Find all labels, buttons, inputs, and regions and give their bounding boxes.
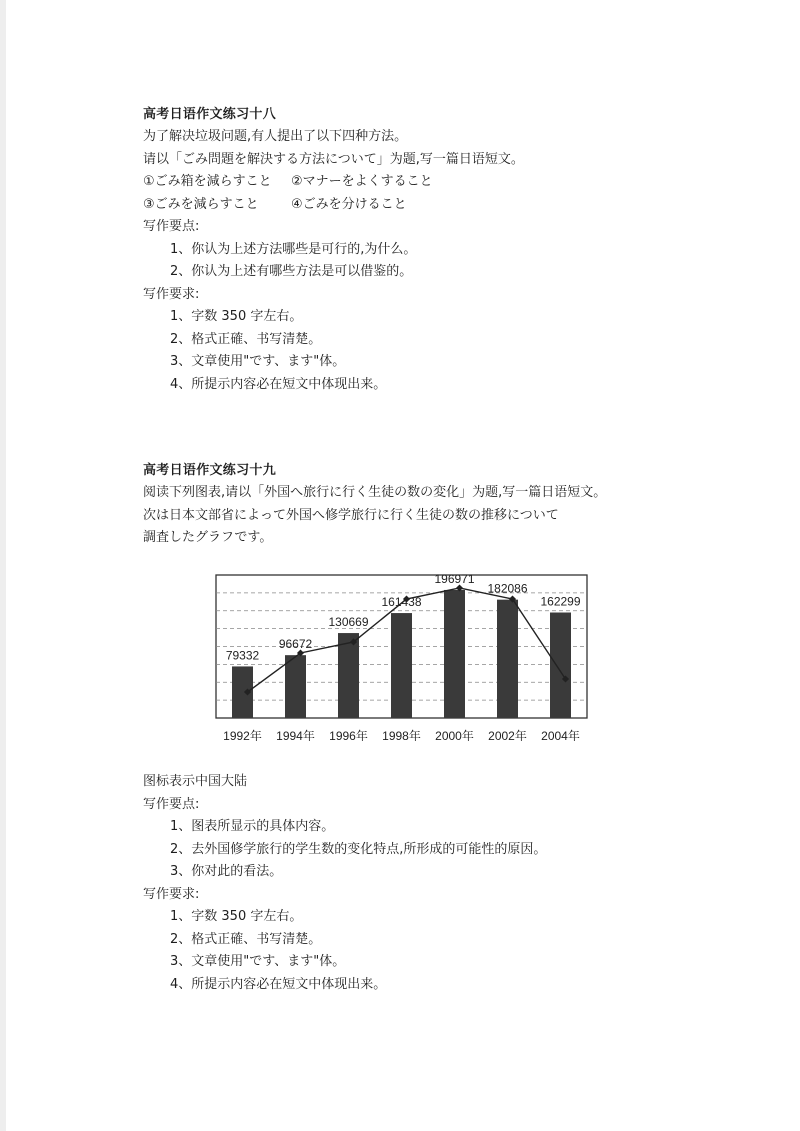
exercise-19-title: 高考日语作文练习十九 [143,463,277,478]
option-2: ②マナーをよくすること [291,174,433,189]
exercise-18-intro: 为了解决垃圾问题,有人提出了以下四种方法。 [143,129,408,144]
requirement-item: 1、字数 350 字左右。 [170,309,303,324]
exercise-19-prompt: 阅读下列图表,请以「外国へ旅行に行く生徒の数の変化」为题,写一篇日语短文。 [143,485,607,500]
options-row-2 [143,194,663,217]
bar [550,613,571,718]
options-row-1 [143,171,663,194]
exercise-18-prompt: 请以「ごみ問題を解決する方法について」为题,写一篇日语短文。 [143,151,524,167]
data-label: 182086 [487,581,528,596]
requirements-heading: 写作要求: [143,886,200,902]
point-item: 2、你认为上述有哪些方法是可以借鉴的。 [170,264,413,279]
requirement-item: 3、文章使用"です、ます"体。 [170,354,346,369]
data-label: 130669 [328,615,369,630]
points-heading: 写作要点: [143,219,200,234]
requirement-item: 2、格式正確、书写清楚。 [170,331,322,347]
exercise-19-tasks [143,771,663,996]
data-label: 161438 [381,595,422,610]
point-item: 3、你对此的看法。 [170,864,283,879]
bar [444,590,465,718]
chart-caption: 图标表示中国大陆 [143,774,248,789]
x-tick-label: 1994年 [276,729,315,741]
requirement-item: 4、所提示内容必在短文中体现出来。 [170,976,387,992]
requirement-item: 1、字数 350 字左右。 [170,909,303,924]
x-tick-label: 1992年 [223,729,262,741]
x-tick-label: 2002年 [488,729,527,741]
scan-edge-shadow [0,0,6,1131]
x-tick-label: 1998年 [382,729,421,741]
exercise-19-description: 次は日本文部省によって外国へ修学旅行に行く生徒の数の推移について [143,507,559,523]
bar [391,613,412,718]
data-label: 196971 [434,571,475,586]
bar [338,633,359,718]
x-tick-label: 1996年 [329,729,368,741]
requirements-heading: 写作要求: [143,286,200,302]
chart-svg [213,566,593,741]
point-item: 2、去外国修学旅行的学生数的变化特点,所形成的可能性的原因。 [170,841,547,857]
data-label: 96672 [278,637,313,652]
point-item: 1、图表所显示的具体内容。 [170,819,335,834]
exercise-18-title: 高考日语作文练习十八 [143,107,277,122]
x-tick-label: 2000年 [435,729,474,741]
exercise-18-section [143,104,663,396]
option-4: ④ごみを分けること [291,196,407,212]
data-label: 162299 [540,594,581,609]
exercise-19-section [143,460,663,550]
exercise-19-description-cont: 調査したグラフです。 [143,530,273,545]
points-heading: 写作要点: [143,796,200,812]
option-1: ①ごみ箱を減らすこと [143,174,272,189]
x-tick-label: 2004年 [541,729,580,741]
bar [285,655,306,718]
requirement-item: 2、格式正確、书写清楚。 [170,931,322,947]
student-count-chart [213,566,593,741]
requirement-item: 3、文章使用"です、ます"体。 [170,954,346,969]
option-3: ③ごみを減らすこと [143,196,259,212]
requirement-item: 4、所提示内容必在短文中体现出来。 [170,376,387,392]
bar [497,600,518,718]
x-tick-labels-group [223,728,580,741]
point-item: 1、你认为上述方法哪些是可行的,为什么。 [170,241,417,257]
data-label: 79332 [225,648,260,663]
